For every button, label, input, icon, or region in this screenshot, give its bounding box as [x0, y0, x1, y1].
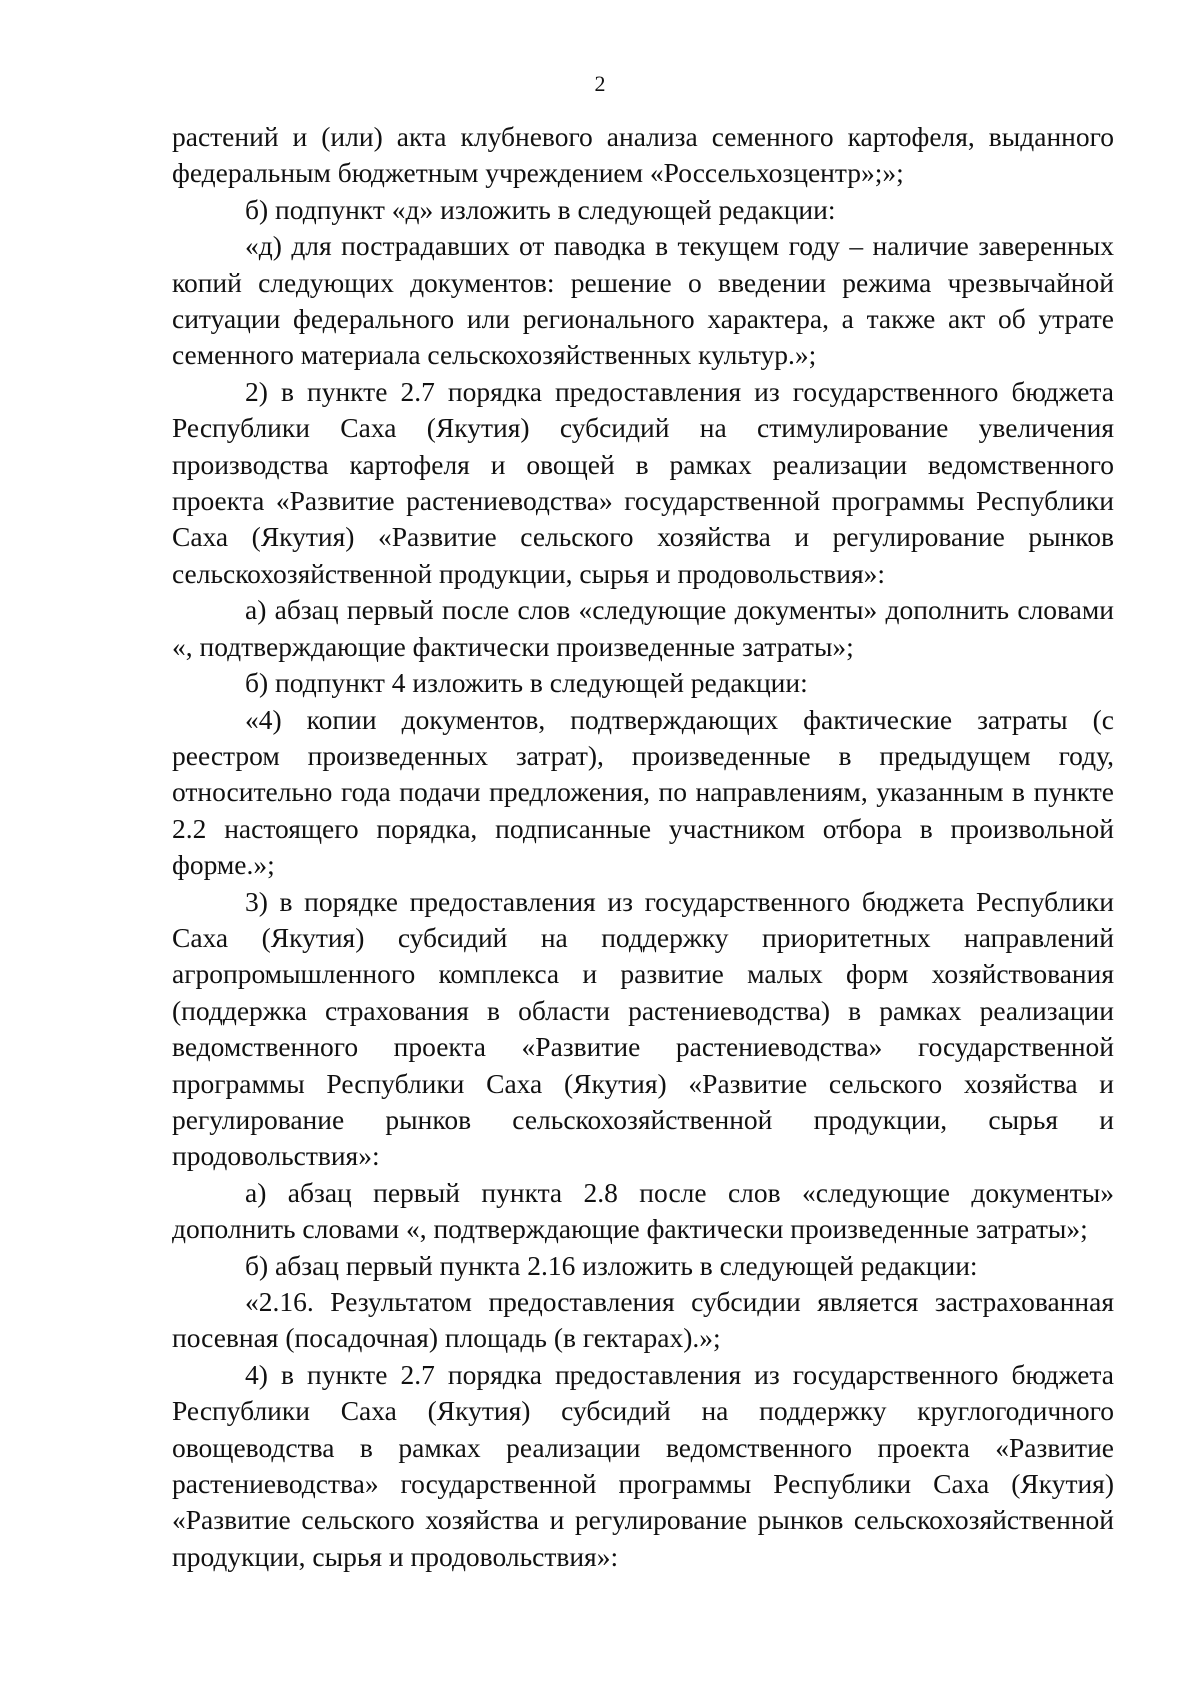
page-number: 2	[594, 71, 606, 96]
paragraph: б) подпункт 4 изложить в следующей редакции:	[245, 667, 808, 699]
paragraph: 4) в пункте 2.7 порядка предоставления из государственного бюджета Республики Саха (Якутия) субсидий на поддержку круглогодичного овощеводства в рамках реализации ведомственного проекта «Развитие растениеводства» государственной программы Республики Саха (Якутия) «Развитие сельского хозяйства и регулирование рынков сельскохозяйственной продукции, сырья и продовольствия»:	[172, 1358, 1114, 1572]
paragraph: а) абзац первый после слов «следующие документы» дополнить словами «, подтверждающие фактически произведенные затраты»;	[172, 594, 1114, 662]
paragraph: б) подпункт «д» изложить в следующей редакции:	[245, 193, 836, 225]
paragraph: 2) в пункте 2.7 порядка предоставления из государственного бюджета Республики Саха (Якутия) субсидий на стимулирование увеличения производства картофеля и овощей в рамках реализации ведомственного проекта «Развитие растениеводства» государственной программы Республики Саха (Якутия) «Развитие сельского хозяйства и регулирование рынков сельскохозяйственной продукции, сырья и продовольствия»:	[172, 375, 1114, 589]
paragraph: а) абзац первый пункта 2.8 после слов «следующие документы» дополнить словами «, подтверждающие фактически произведенные затраты»;	[172, 1176, 1114, 1245]
paragraph: б) абзац первый пункта 2.16 изложить в следующей редакции:	[245, 1249, 978, 1281]
paragraph: «д) для пострадавших от паводка в текущем году – наличие заверенных копий следующих документов: решение о введении режима чрезвычайной ситуации федерального или регионального характера, а также акт об утрате семенного материала сельскохозяйственных культур.»;	[172, 230, 1114, 371]
paragraph: «4) копии документов, подтверждающих фактические затраты (с реестром произведенных затрат), произведенные в предыдущем году, относительно года подачи предложения, по направлениям, указанным в пункте 2.2 настоящего порядка, подписанные участником отбора в произвольной форме.»;	[172, 703, 1114, 881]
document-body	[172, 119, 1114, 1575]
paragraph-continuation: растений и (или) акта клубневого анализа семенного картофеля, выданного федеральным бюджетным учреждением «Россельхозцентр»;»;	[172, 121, 1114, 189]
paragraph: 3) в порядке предоставления из государственного бюджета Республики Саха (Якутия) субсидий на поддержку приоритетных направлений агропромышленного комплекса и развитие малых форм хозяйствования (поддержка страхования в области растениеводства) в рамках реализации ведомственного проекта «Развитие растениеводства» государственной программы Республики Саха (Якутия) «Развитие сельского хозяйства и регулирование рынков сельскохозяйственной продукции, сырья и продовольствия»:	[172, 885, 1114, 1172]
paragraph: «2.16. Результатом предоставления субсидии является застрахованная посевная (посадочная) площадь (в гектарах).»;	[172, 1286, 1114, 1354]
